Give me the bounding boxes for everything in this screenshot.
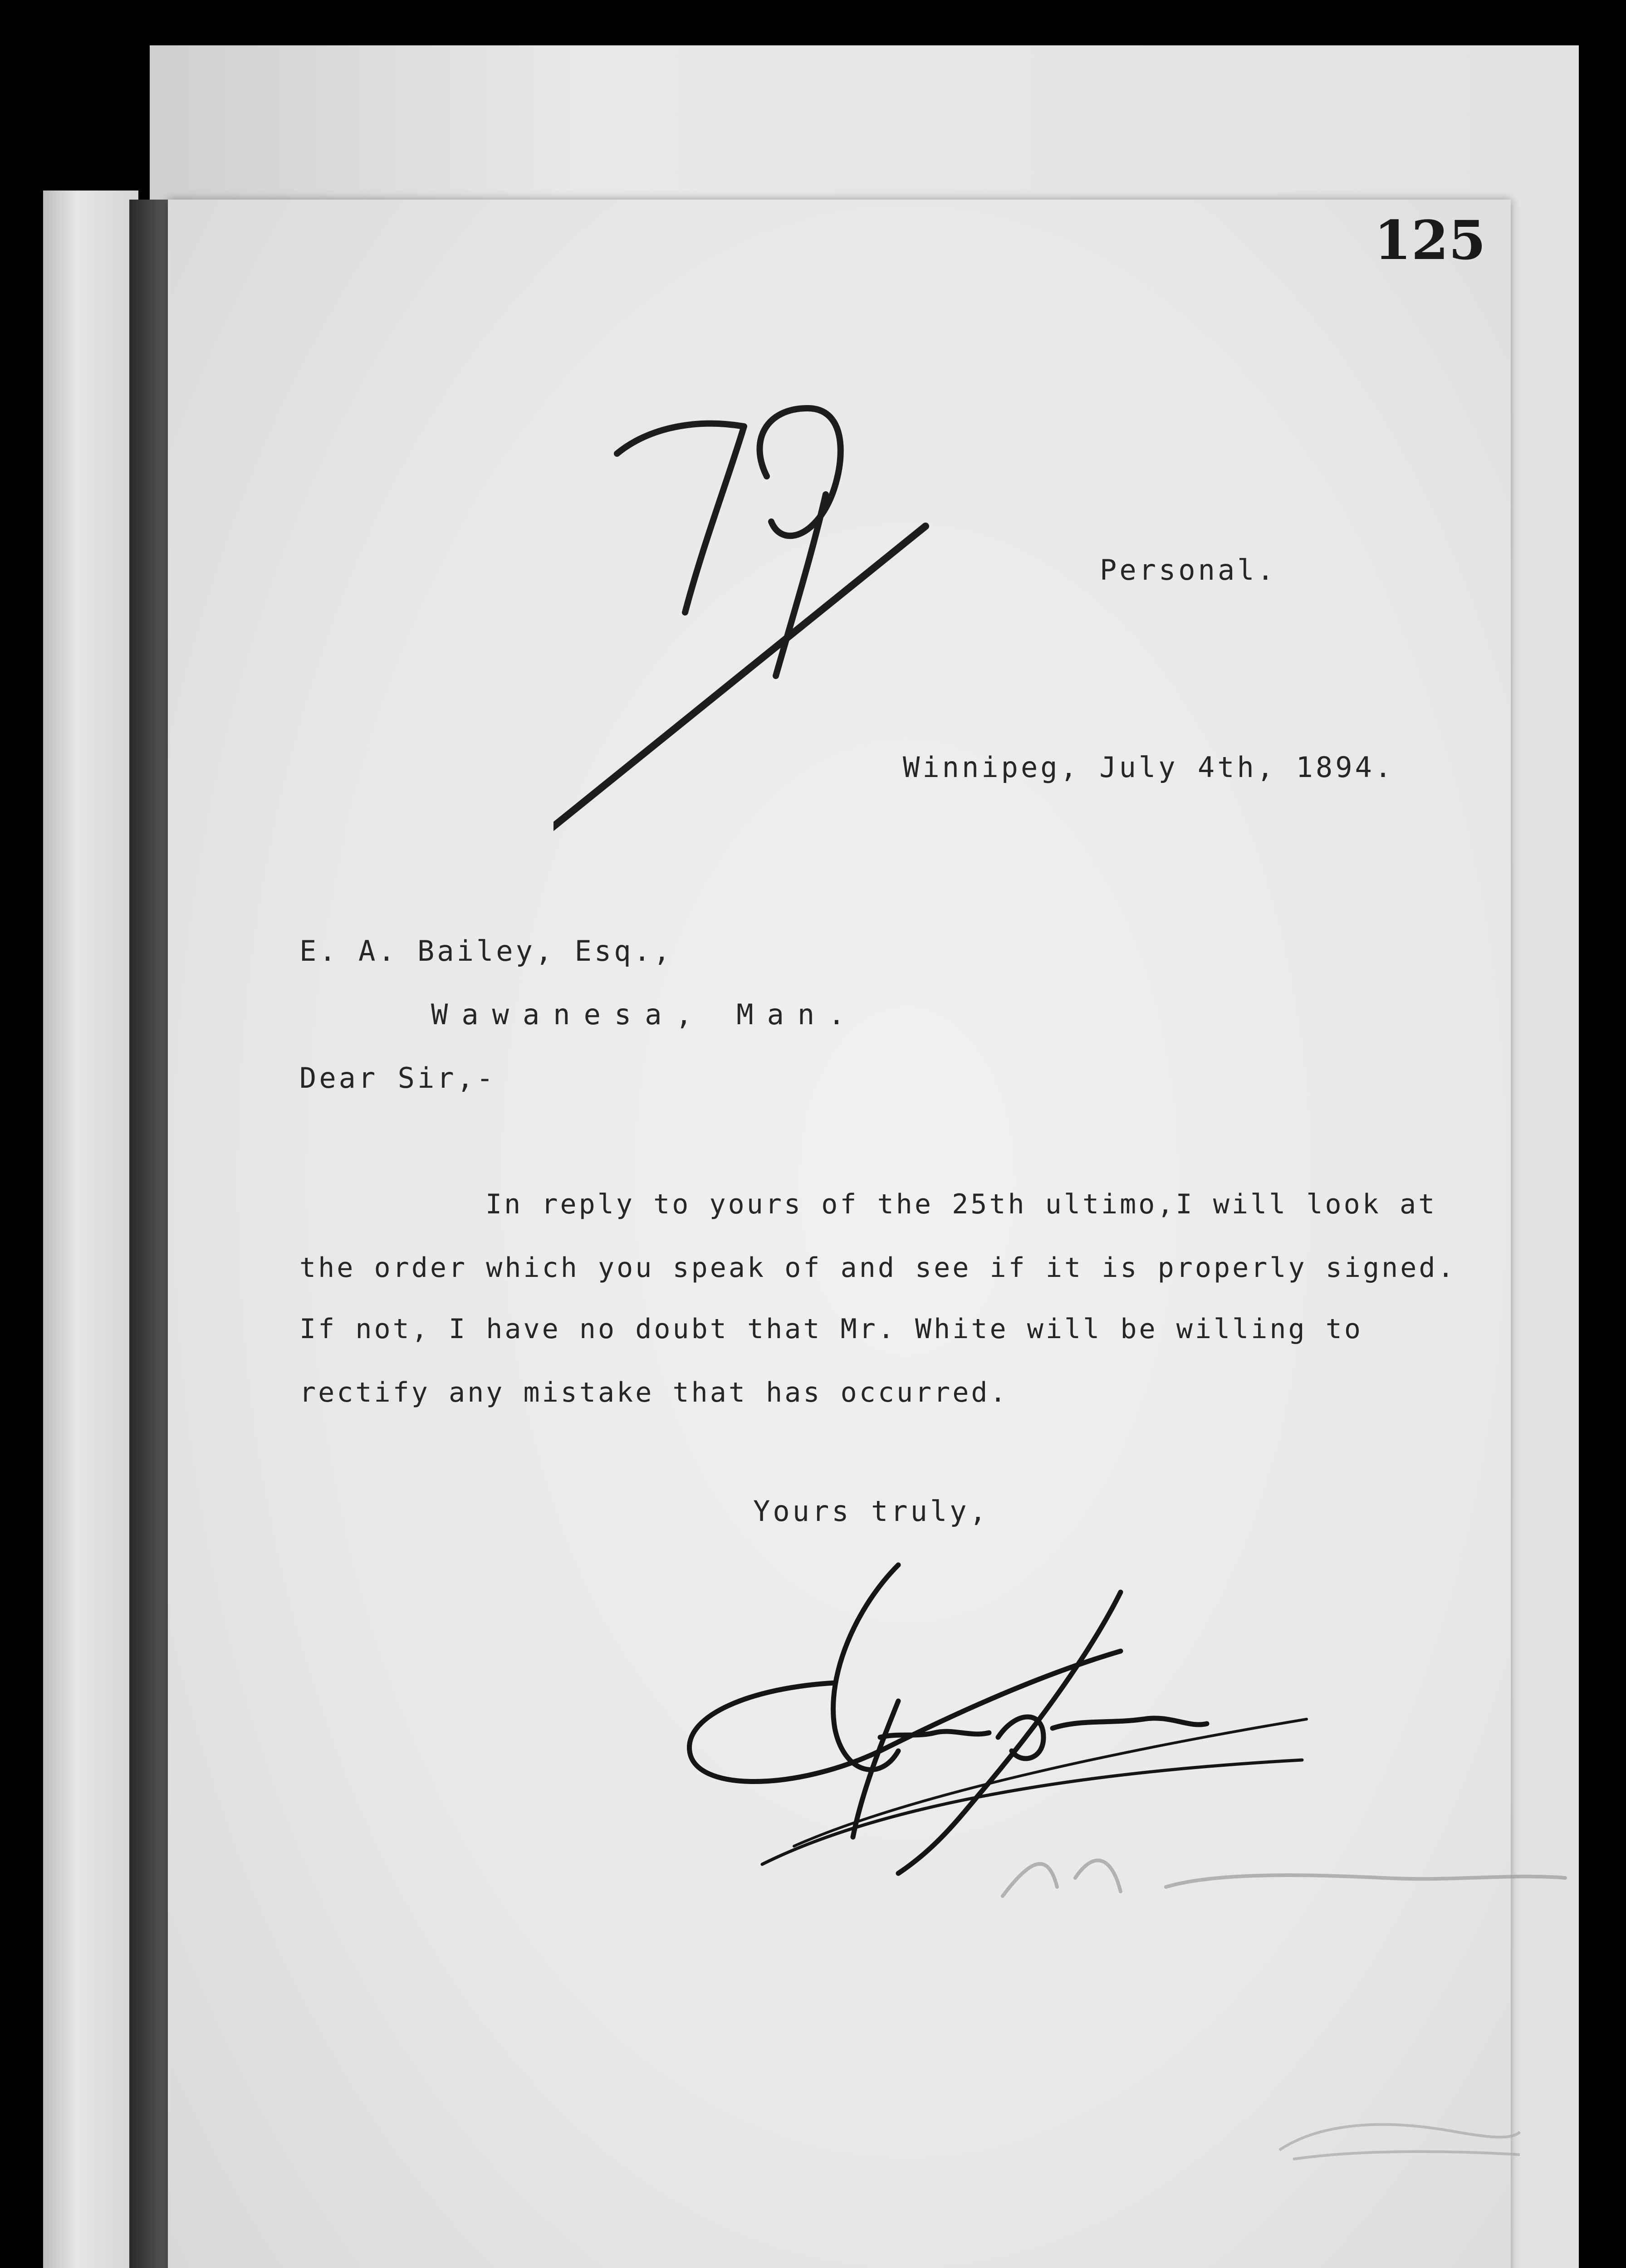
body-line-4: rectify any mistake that has occurred. [299,1377,1009,1408]
body-line-3: If not, I have no doubt that Mr. White will be willing to [299,1313,1363,1345]
page-number: 125 [1374,209,1486,272]
salutation: Dear Sir,- [299,1061,496,1095]
binding-shadow [129,200,170,2268]
faint-stamp [1266,2082,1529,2173]
date-line: Winnipeg, July 4th, 1894. [903,751,1395,784]
addressee-location: Wawanesa, Man. [431,998,859,1031]
addressee: E. A. Bailey, Esq., [299,934,673,968]
body-line-1: In reply to yours of the 25th ultimo,I will look at [485,1188,1437,1220]
closing: Yours truly, [753,1495,989,1528]
handwritten-number-mark [553,358,1143,925]
body-line-2: the order which you speak of and see if it is properly signed. [299,1252,1456,1284]
faint-pencil-notation [975,1805,1602,1923]
letter-page [168,200,1511,2268]
binding-strip [43,191,138,2268]
header-note: Personal. [1100,553,1277,587]
